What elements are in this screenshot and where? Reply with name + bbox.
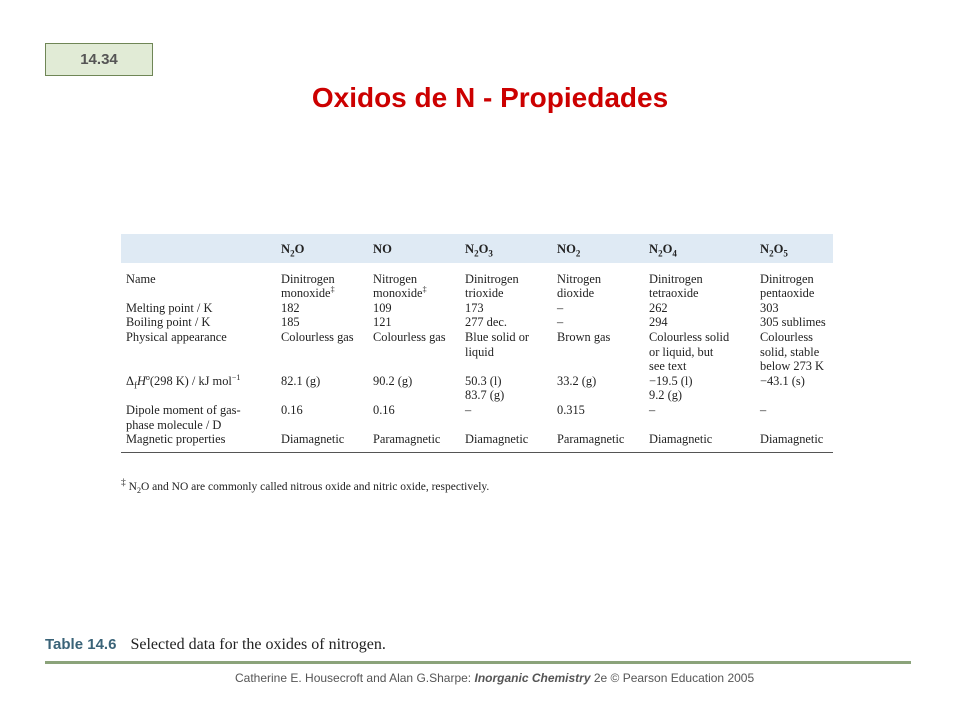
table-cell: – <box>557 300 564 315</box>
table-cell: – <box>465 402 472 417</box>
row-label: $\Delta_fH^o(298$ K) / kJ mol$^{-1}$ <box>126 372 241 391</box>
table-cell: 294 <box>649 315 668 330</box>
table-row <box>121 432 833 452</box>
table-cell: 90.2 (g) <box>373 373 413 388</box>
table-cell: Colourless solid or liquid, but see text <box>649 329 730 374</box>
table-cell: Dinitrogen monoxide‡ <box>281 271 335 301</box>
column-header: $N_2O_4$ <box>649 242 677 259</box>
table-cell: −43.1 (s) <box>760 373 805 388</box>
table-cell: 182 <box>281 300 300 315</box>
credit-edition: 2e © Pearson Education 2005 <box>590 671 755 685</box>
slide-title: Oxidos de N - Propiedades <box>311 82 669 113</box>
table-cell: Dinitrogen trioxide <box>465 271 519 301</box>
table-cell: Colourless solid, stable below 273 K <box>760 329 825 374</box>
table-cell: −19.5 (l) 9.2 (g) <box>649 373 693 403</box>
table-cell: Dinitrogen tetraoxide <box>649 271 703 301</box>
credit-authors: Catherine E. Housecroft and Alan G.Sharpe: <box>235 671 475 685</box>
table-row <box>121 374 833 403</box>
table-cell: Paramagnetic <box>368 432 460 452</box>
table-cell: Diamagnetic <box>755 432 833 452</box>
column-header: $NO_2$ <box>557 242 581 259</box>
table-cell: Colourless gas <box>281 329 354 344</box>
table-cell: 173 <box>465 300 484 315</box>
table-cell: – <box>760 402 767 417</box>
table-row <box>121 263 833 301</box>
table-cell: 0.315 <box>557 402 585 417</box>
table-caption-label: Table 14.6 <box>45 636 117 653</box>
table-cell: Diamagnetic <box>644 432 755 452</box>
table-cell: Colourless gas <box>373 329 446 344</box>
table-cell: 0.16 <box>373 402 395 417</box>
row-label: Melting point / K <box>126 300 213 315</box>
table-cell: 262 <box>649 300 668 315</box>
table-cell: 277 dec. <box>465 315 507 330</box>
slide-number-badge: 14.34 <box>45 43 153 76</box>
column-header: $N_2O_3$ <box>465 242 493 259</box>
table-caption <box>45 636 386 654</box>
table-cell: Brown gas <box>557 329 611 344</box>
table-cell: Nitrogen dioxide <box>557 271 602 301</box>
table-header-row <box>121 234 833 263</box>
table-cell: 121 <box>373 315 392 330</box>
table-cell: Diamagnetic <box>276 432 368 452</box>
table-caption-text: Selected data for the oxides of nitrogen. <box>130 636 386 653</box>
table-cell: 185 <box>281 315 300 330</box>
column-header: $N_2O_5$ <box>760 242 788 259</box>
source-credit <box>235 671 754 685</box>
table-cell: Blue solid or liquid <box>465 329 530 359</box>
row-label: Physical appearance <box>126 329 227 344</box>
table-row <box>121 330 833 374</box>
table-cell: 0.16 <box>281 402 303 417</box>
table-footnote: ‡ $N_2O$ and NO are commonly called nitrous oxide and nitric oxide, respectively. <box>121 477 490 496</box>
table-body <box>121 263 833 453</box>
oxides-data-table <box>121 234 833 453</box>
table-cell: Dinitrogen pentaoxide <box>760 271 815 301</box>
table-cell: 305 sublimes <box>760 315 826 330</box>
row-label: Name <box>126 271 156 286</box>
table-cell: 109 <box>373 300 392 315</box>
footer-rule <box>45 661 911 664</box>
table-cell: 50.3 (l) 83.7 (g) <box>465 373 505 403</box>
table-cell: Paramagnetic <box>552 432 644 452</box>
column-header: NO <box>373 242 392 256</box>
table-cell: – <box>557 315 564 330</box>
table-cell: 82.1 (g) <box>281 373 321 388</box>
row-label: Boiling point / K <box>126 315 211 330</box>
row-label: Magnetic properties <box>121 432 276 452</box>
table-cell: 303 <box>760 300 779 315</box>
credit-book-title: Inorganic Chemistry <box>474 671 591 685</box>
column-header: $N_2O$ <box>281 242 305 259</box>
table-cell: Nitrogen monoxide‡ <box>373 271 427 301</box>
table-cell: 33.2 (g) <box>557 373 597 388</box>
row-label: Dipole moment of gas- phase molecule / D <box>126 402 241 432</box>
table-cell: Diamagnetic <box>460 432 552 452</box>
table-row <box>121 301 833 316</box>
table-cell: – <box>649 402 656 417</box>
column-header <box>121 234 276 263</box>
table-row <box>121 315 833 330</box>
table-row <box>121 403 833 432</box>
